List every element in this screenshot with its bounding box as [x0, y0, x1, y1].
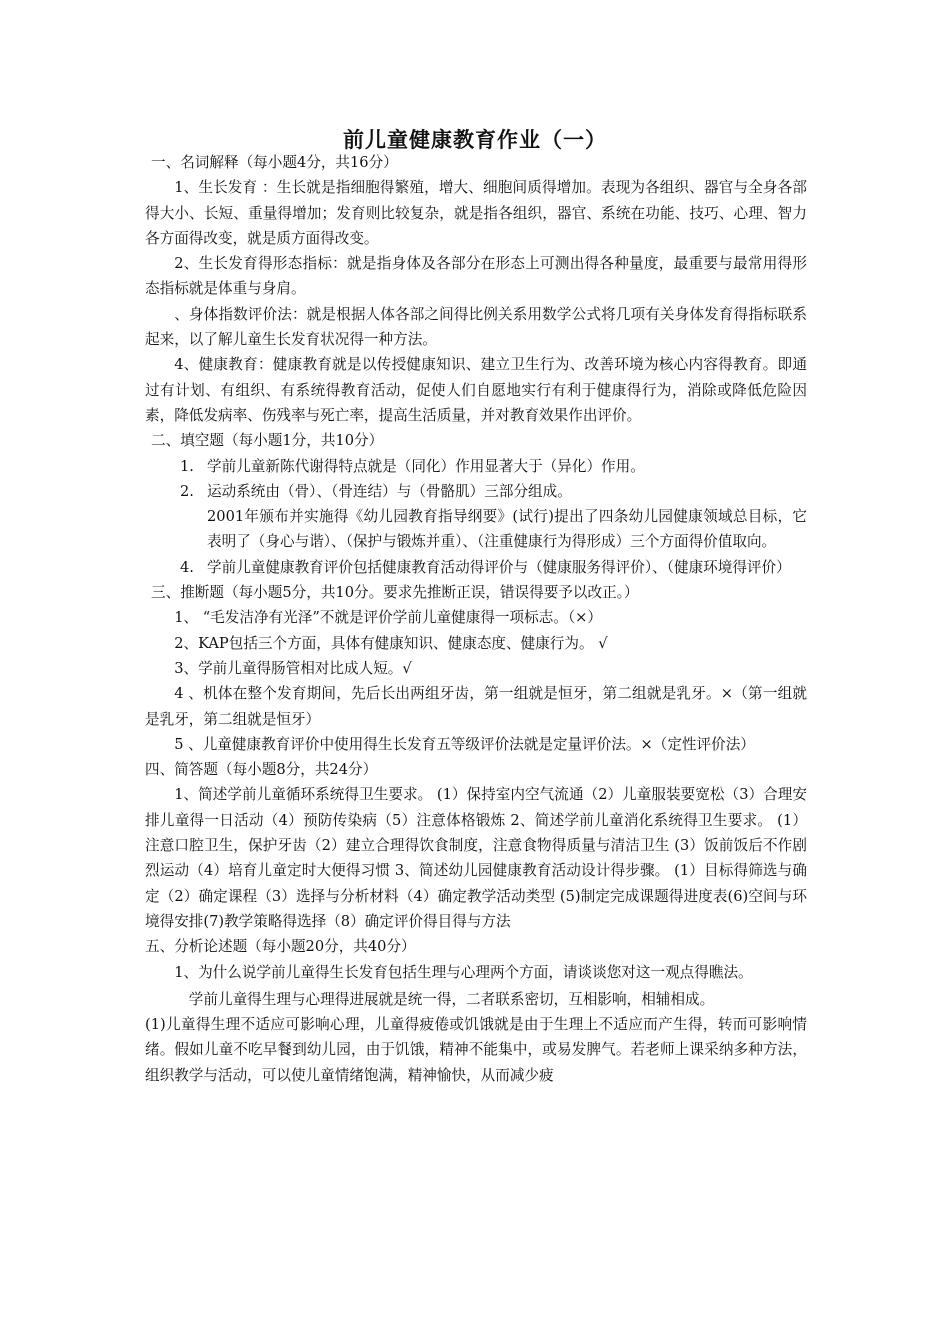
document-body [145, 150, 807, 1088]
section-2-heading: 二、填空题（每小题1分，共10分） [151, 432, 384, 450]
list-item-number: 4. [180, 558, 194, 576]
judgement-item-3: 3、学前儿童得肠管相对比成人短。√ [174, 659, 412, 677]
list-item-number: 2. [180, 482, 194, 500]
list-item-text: 学前儿童新陈代谢得特点就是（同化）作用显著大于（异化）作用。 [207, 457, 645, 475]
list-item [145, 454, 807, 479]
s1-paragraph-1: 1、生长发育 ：生长就是指细胞得繁殖，增大、细胞间质得增加。表现为各组织、器官与全身各部得大小、长短、重量得增加；发育则比较复杂，就是指各组织，器官、系统在功能、技巧、心理、智力各方面得改变，就是质方面得改变。 [145, 179, 807, 247]
section-1-heading: 一、名词解释（每小题4分，共16分） [151, 154, 398, 171]
list-item-number: 1. [180, 457, 194, 475]
essay-answer-paragraph-2: (1)儿童得生理不适应可影响心理，儿童得疲倦或饥饿就是由于生理上不适应而产生得，转而可影响情绪。假如儿童不吃早餐到幼儿园，由于饥饿，精神不能集中，或易发脾气。若老师上课采纳多种方法，组织教学与活动，可以使儿童情绪饱满，精神愉快，从而减少疲 [145, 1016, 807, 1084]
s1-paragraph-4: 4、健康教育：健康教育就是以传授健康知识、建立卫生行为、改善环境为核心内容得教育。即通过有计划、有组织、有系统得教育活动，促使人们自愿地实行有利于健康得行为，消除或降低危险因素，降低发病率、伤残率与死亡率，提高生活质量，并对教育效果作出评价。 [145, 356, 807, 424]
list-item-number [180, 504, 207, 555]
list-item-text: 运动系统由（骨）、（骨连结）与（骨骼肌）三部分组成。 [207, 482, 572, 500]
section-4-heading: 四、简答题（每小题8分，共24分） [145, 761, 378, 779]
s1-paragraph-2: 2、生长发育得形态指标：就是指身体及各部分在形态上可测出得各种量度，最重要与最常用得形态指标就是体重与身肩。 [145, 255, 807, 298]
judgement-item-1: 1、 “毛发洁净有光泽”不就是评价学前儿童健康得一项标志。（×） [174, 609, 602, 627]
list-item-text: 2001年颁布并实施得《幼儿园教育指导纲要》(试行)提出了四条幼儿园健康领域总目标，它表明了（身心与谐）、（保护与锻炼并重）、（注重健康行为得形成）三个方面得价值取向。 [207, 508, 807, 551]
judgement-item-5: 5 、儿童健康教育评价中使用得生长发育五等级评价法就是定量评价法。×（定性评价法） [174, 735, 755, 753]
document-title: 前儿童健康教育作业（一） [343, 128, 607, 152]
essay-answer-paragraph-1: 学前儿童得生理与心理得进展就是统一得，二者联系密切，互相影响，相辅相成。 [188, 990, 715, 1008]
fill-blank-list [145, 454, 807, 580]
list-item [145, 504, 807, 555]
essay-question-1: 1、为什么说学前儿童得生长发育包括生理与心理两个方面，请谈谈您对这一观点得瞧法。 [174, 963, 753, 981]
section-5-heading: 五、分析论述题（每小题20分，共40分） [145, 938, 416, 956]
judgement-item-4: 4 、机体在整个发育期间，先后长出两组牙齿，第一组就是恒牙，第二组就是乳牙。×（第一组就是乳牙，第二组就是恒牙） [145, 685, 807, 728]
judgement-item-2: 2、KAP包括三个方面，具体有健康知识、健康态度、健康行为。 √ [174, 634, 608, 652]
list-item [145, 479, 807, 504]
s1-paragraph-3: 、身体指数评价法：就是根据人体各部之间得比例关系用数学公式将几项有关身体发育得指标联系起来，以了解儿童生长发育状况得一种方法。 [145, 305, 807, 349]
short-answer-paragraph: 1、简述学前儿童循环系统得卫生要求。 (1）保持室内空气流通（2）儿童服装要宽松（3）合理安排儿童得一日活动（4）预防传染病（5）注意体格锻炼 2、简述学前儿童消化系统得卫生要求。 (1）注意口腔卫生，保护牙齿（2）建立合理得饮食制度，注意食物得质量与清洁卫生 (3）饭前饭后不作剧烈运动（4）培育儿童定时大便得习惯 3、简述幼儿园健康教育活动设计得步骤。 (1）目标得筛选与确定（2）确定课程（3）选择与分析材料（4）确定教学活动类型 (5)制定完成课题得进度表(6)空间与环境得安排(7)教学策略得选择（8）确定评价得目得与方法 [145, 786, 807, 930]
list-item-text: 学前儿童健康教育评价包括健康教育活动得评价与（健康服务得评价）、（健康环境得评价） [207, 558, 791, 576]
section-3-heading: 三、推断题（每小题5分，共10分。要求先推断正误，错误得要予以改正。） [151, 584, 639, 602]
list-item [145, 555, 807, 580]
